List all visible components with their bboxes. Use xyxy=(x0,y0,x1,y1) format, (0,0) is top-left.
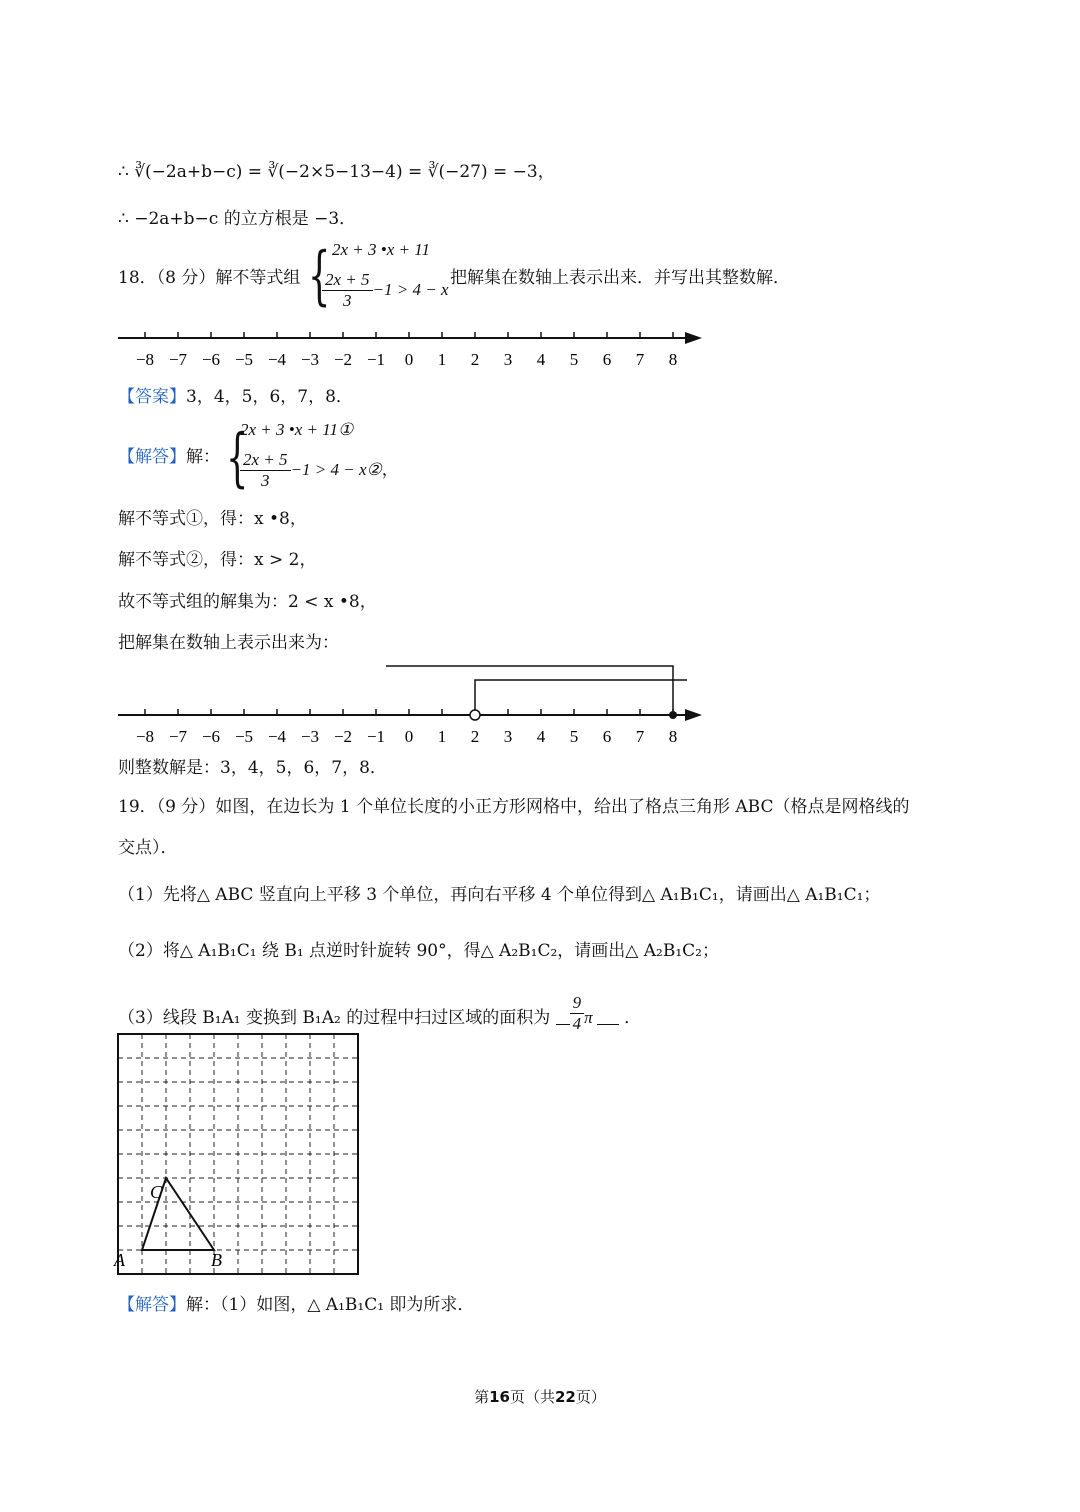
q18-frac-den: 3 xyxy=(343,291,352,310)
tick-label: 3 xyxy=(503,727,513,746)
footer-total: 22 xyxy=(555,1388,576,1406)
page-footer xyxy=(0,1386,1080,1407)
solution-bracket-x-le-8 xyxy=(386,666,673,711)
footer-middle: 页（共 xyxy=(509,1388,555,1406)
tick-label: 2 xyxy=(470,350,480,369)
q18-suffix: 把解集在数轴上表示出来．并写出其整数解． xyxy=(450,268,790,288)
step-4: 把解集在数轴上表示出来为： xyxy=(118,633,339,653)
sol-sys-row2-tail: −1 > 4 − x② xyxy=(290,460,382,479)
tick-label: 0 xyxy=(404,350,414,369)
final-solution-tag: 【解答】 xyxy=(118,1295,186,1315)
q19-part-3-end: ． xyxy=(624,1008,642,1028)
tick-label: −5 xyxy=(234,727,254,746)
q19-part-3-prefix: （3）线段 B₁A₁ 变换到 B₁A₂ 的过程中扫过区域的面积为 xyxy=(118,1008,551,1028)
number-line-solution xyxy=(110,660,720,752)
label-c: C xyxy=(150,1182,163,1202)
tick-label: 7 xyxy=(635,727,645,746)
tick-label: 8 xyxy=(668,727,678,746)
tick-label: 5 xyxy=(569,727,579,746)
tick-label: −8 xyxy=(135,350,155,369)
step-3: 故不等式组的解集为：2 < x •8， xyxy=(118,592,377,612)
tick-label: 8 xyxy=(668,350,678,369)
q18-sys-row2-tail: −1 > 4 − x xyxy=(372,280,449,299)
q18-sys-fraction xyxy=(322,270,373,311)
tick-label: −5 xyxy=(234,350,254,369)
left-brace-icon: { xyxy=(308,239,331,313)
label-b: B xyxy=(211,1250,222,1270)
q19-answer-num: 9 xyxy=(570,993,585,1014)
q19-line-1: 19．（9 分）如图，在边长为 1 个单位长度的小正方形网格中，给出了格点三角形 ABC（格点是网格线的 xyxy=(118,797,910,817)
q18-sys-row2 xyxy=(322,270,449,311)
tick-label: −1 xyxy=(366,727,386,746)
tick-label: −4 xyxy=(267,727,287,746)
q19-answer-pi: π xyxy=(584,1008,593,1027)
sol-sys-fraction xyxy=(240,450,291,491)
q19-line-2: 交点）． xyxy=(118,838,178,858)
solution-tag: 【解答】 xyxy=(118,447,186,467)
tick-label: −3 xyxy=(300,350,320,369)
tick-label: 6 xyxy=(602,350,612,369)
q19-answer-fraction xyxy=(570,993,585,1034)
final-solution-line xyxy=(118,1293,474,1317)
arrow-icon xyxy=(685,709,702,721)
tick-label: −6 xyxy=(201,727,221,746)
tick-label: 7 xyxy=(635,350,645,369)
answer-text: 3，4，5，6，7，8． xyxy=(186,387,353,407)
step-2: 解不等式②，得：x > 2， xyxy=(118,550,317,570)
tick-label: 3 xyxy=(503,350,513,369)
tick-label: −3 xyxy=(300,727,320,746)
q19-part-1: （1）先将△ ABC 竖直向上平移 3 个单位，再向右平移 4 个单位得到△ A₁B₁C₁，请画出△ A₁B₁C₁； xyxy=(118,885,881,905)
sol-sys-comma: ， xyxy=(381,460,399,480)
tick-label: 4 xyxy=(536,727,546,746)
solution-intro: 解： xyxy=(186,447,220,467)
open-circle-icon xyxy=(470,710,480,720)
tick-label: −4 xyxy=(267,350,287,369)
tick-label: −7 xyxy=(168,727,188,746)
step-5: 则整数解是：3，4，5，6，7，8． xyxy=(118,758,387,778)
tick-label: 1 xyxy=(437,350,447,369)
footer-suffix: 页） xyxy=(575,1388,606,1406)
cube-root-conclusion: ∴ −2a+b−c 的立方根是 −3． xyxy=(118,209,357,229)
solution-inequality-system xyxy=(226,420,399,500)
solution-bracket-x-gt-2 xyxy=(475,680,687,711)
footer-prefix: 第 xyxy=(474,1388,490,1406)
q19-answer-den: 4 xyxy=(572,1014,582,1033)
tick-label: 2 xyxy=(470,727,480,746)
q19-part-2: （2）将△ A₁B₁C₁ 绕 B₁ 点逆时针旋转 90°，得△ A₂B₁C₂，请画出△ A₂B₁C₂； xyxy=(118,941,719,961)
arrow-icon xyxy=(685,332,702,344)
q18-frac-num: 2x + 5 xyxy=(322,270,373,291)
label-a: A xyxy=(114,1250,125,1270)
tick-label: −2 xyxy=(333,727,353,746)
closed-dot-icon xyxy=(669,711,677,719)
tick-label: 4 xyxy=(536,350,546,369)
tick-label: −2 xyxy=(333,350,353,369)
tick-label: −7 xyxy=(168,350,188,369)
sol-sys-row1: 2x + 3 •x + 11① xyxy=(240,420,354,439)
tick-label: 6 xyxy=(602,727,612,746)
final-solution-text: 解：（1）如图，△ A₁B₁C₁ 即为所求． xyxy=(186,1295,475,1315)
left-brace-icon: { xyxy=(226,421,249,495)
tick-label: 0 xyxy=(404,727,414,746)
q18-prefix: 18．（8 分）解不等式组 xyxy=(118,268,301,288)
number-line-blank xyxy=(110,322,720,378)
tick-label: −6 xyxy=(201,350,221,369)
cube-root-calc: ∴ ∛(−2a+b−c) = ∛(−2×5−13−4) = ∛(−27) = −3， xyxy=(118,162,555,182)
sol-frac-num: 2x + 5 xyxy=(240,450,291,471)
solution-line xyxy=(118,445,220,469)
footer-page: 16 xyxy=(489,1388,510,1406)
tick-label: 1 xyxy=(437,727,447,746)
step-1: 解不等式①，得：x •8， xyxy=(118,509,307,529)
tick-label: −1 xyxy=(366,350,386,369)
q18-inequality-system xyxy=(308,240,448,320)
answer-line xyxy=(118,385,353,409)
answer-tag: 【答案】 xyxy=(118,387,186,407)
sol-sys-row2 xyxy=(240,450,399,491)
tick-label: −8 xyxy=(135,727,155,746)
grid-figure xyxy=(110,1026,370,1282)
q18-sys-row1: 2x + 3 •x + 11 xyxy=(332,240,430,259)
sol-frac-den: 3 xyxy=(261,471,270,490)
tick-label: 5 xyxy=(569,350,579,369)
